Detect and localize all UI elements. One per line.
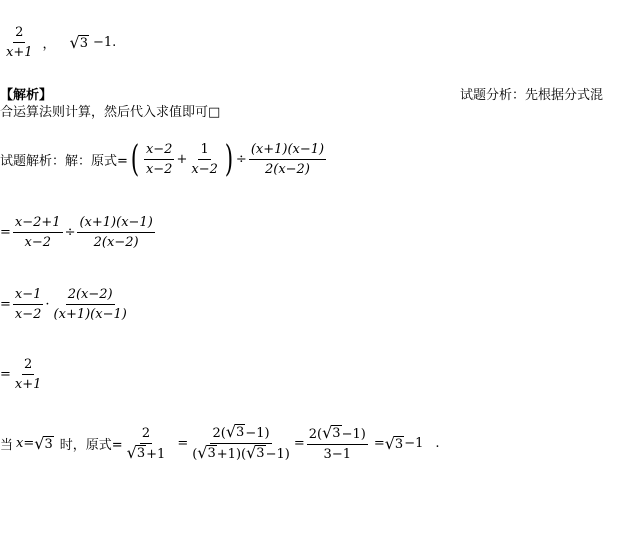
radical-sign: √ — [69, 32, 80, 52]
radicand: 3 — [79, 35, 88, 51]
analysis-summary-cont: 合运算法则计算，然后代入求值即可□ — [0, 105, 221, 120]
answer-fraction — [4, 24, 35, 61]
analysis-header: 【解析】 — [0, 88, 53, 103]
divide-sign: ÷ — [64, 225, 76, 240]
divide-sign: ÷ — [235, 152, 247, 167]
final-fraction-3: 2( √ 3 −1) 3−1 — [308, 422, 366, 462]
solution-intro: 试题解析：解：原式= — [0, 154, 128, 169]
final-fraction-2: 2( √ 3 −1) ( √ 3 +1)( √ 3 −1) — [192, 422, 290, 462]
fraction-1: $\frac{x-2}{x-2}$ — [145, 142, 173, 177]
fraction-2: $\frac{2(x-2)}{(x+1)(x-1)}$ — [53, 287, 127, 322]
right-paren: ) — [224, 138, 234, 180]
plus-sign: + — [176, 152, 188, 167]
separator: ， — [42, 37, 56, 52]
sqrt-expression — [69, 32, 89, 52]
solution-step-1 — [0, 138, 328, 180]
fraction-1: $\frac{x-2+1}{x-2}$ — [14, 215, 61, 250]
fraction-denominator: x+1 — [6, 45, 33, 60]
fraction-2: $\frac{1}{x-2}$ — [191, 142, 218, 177]
analysis-summary-right: 试题分析：先根据分式混 — [460, 88, 604, 103]
left-paren: ( — [130, 138, 140, 180]
final-fraction-1: 2 √ 3 +1 — [126, 425, 166, 462]
fraction-numerator: 2 — [13, 24, 25, 43]
multiply-dot: · — [45, 297, 50, 312]
fraction-3: $\frac{(x+1)(x-1)}{2(x-2)}$ — [250, 142, 325, 177]
fraction-1: $\frac{x-1}{x-2}$ — [14, 287, 42, 322]
fraction-2: $\frac{(x+1)(x-1)}{2(x-2)}$ — [79, 215, 153, 250]
solution-step-3: = $\frac{x-1}{x-2}$ · $\frac{2(x-2)}{(x+1)(x-1)}$ — [0, 287, 127, 322]
answer-line — [2, 24, 116, 61]
answer-tail: −1. — [93, 35, 117, 50]
fraction: $\frac{2}{x+1}$ — [14, 357, 42, 392]
solution-final: 当 x = √ 3 时，原式= 2 √ 3 +1 = 2( √ 3 −1) ( √ 3 +1)( √ 3 −1) = 2( √ 3 −1) 3−1 = √ 3 −1 . — [0, 422, 440, 462]
solution-step-4: = $\frac{2}{x+1}$ — [0, 357, 42, 392]
solution-step-2: = $\frac{x-2+1}{x-2}$ ÷ $\frac{(x+1)(x-1)}{2(x-2)}$ — [0, 215, 153, 250]
